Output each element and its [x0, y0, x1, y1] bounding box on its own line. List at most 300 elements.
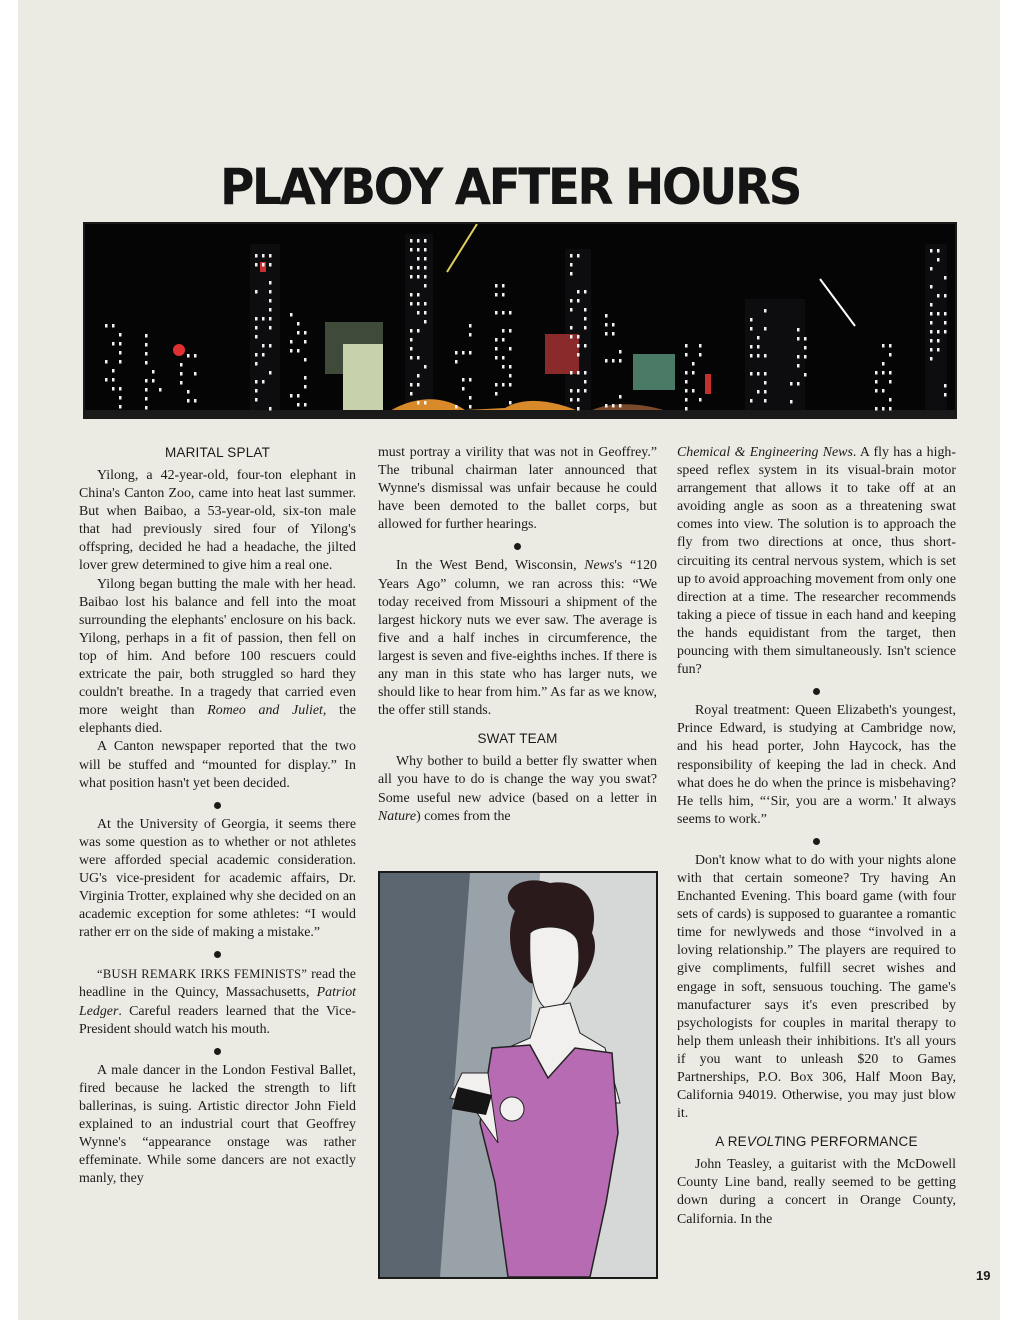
window-light — [180, 381, 183, 385]
window-light — [194, 399, 197, 403]
window-light — [797, 355, 800, 359]
bullet-separator — [214, 802, 221, 809]
window-light — [159, 388, 162, 392]
window-light — [577, 335, 580, 339]
italic-text: Nature — [378, 808, 417, 824]
window-light — [790, 382, 793, 386]
window-light — [804, 346, 807, 350]
window-light — [424, 239, 427, 243]
window-light — [417, 275, 420, 279]
window-light — [417, 356, 420, 360]
window-light — [930, 321, 933, 325]
window-light — [424, 284, 427, 288]
window-light — [692, 362, 695, 366]
window-light — [889, 344, 892, 348]
window-light — [502, 311, 505, 315]
window-light — [290, 349, 293, 353]
window-light — [764, 390, 767, 394]
window-light — [612, 359, 615, 363]
window-light — [112, 369, 115, 373]
window-light — [757, 390, 760, 394]
window-light — [255, 398, 258, 402]
window-light — [502, 383, 505, 387]
window-light — [570, 263, 573, 267]
paragraph: A Canton newspaper reported that the two will be stuffed and “mounted for display.” In what position hasn't yet been decided. — [79, 739, 356, 791]
window-light — [455, 360, 458, 364]
heading-text: ING PERFORMANCE — [781, 1134, 918, 1150]
bullet-separator — [214, 1048, 221, 1055]
window-light — [262, 344, 265, 348]
window-light — [112, 378, 115, 382]
window-light — [937, 294, 940, 298]
bullet-separator — [214, 951, 221, 958]
paragraph: John Teasley, a guitarist with the McDowell County Line band, really seemed to be getting down during a concert in Orange County, California. In the — [677, 1157, 956, 1227]
window-light — [764, 309, 767, 313]
window-light — [269, 290, 272, 294]
window-light — [255, 335, 258, 339]
window-light — [410, 266, 413, 270]
page-number: 19 — [976, 1268, 991, 1283]
window-light — [410, 383, 413, 387]
window-light — [119, 360, 122, 364]
window-light — [502, 356, 505, 360]
window-light — [930, 285, 933, 289]
window-light — [495, 311, 498, 315]
heading-marital-splat: MARITAL SPLAT — [164, 445, 271, 460]
window-light — [612, 404, 615, 408]
window-light — [119, 342, 122, 346]
window-light — [112, 387, 115, 391]
heading-swat-team: SWAT TEAM — [477, 731, 558, 747]
window-light — [757, 336, 760, 340]
window-light — [930, 357, 933, 361]
window-light — [290, 394, 293, 398]
window-light — [145, 352, 148, 356]
window-light — [509, 347, 512, 351]
window-light — [119, 351, 122, 355]
paragraph: Yilong, a 42-year-old, four-ton elephant in China's Canton Zoo, came into heat last summer. But when Baibao, a 53-year-old, six-ton male that had previously sired four of Yilong's offspring, decided he had a headache, the jilted lover grew determined to give him a real one. — [79, 468, 356, 574]
window-light — [424, 248, 427, 252]
text: Yilong began butting the male with her head. Baibao lost his balance and fell into the moat surrounding the elephants' enclosure on his back. Yilong, perhaps in a fit of passion, then fell on top of him. And before 100 rescuers could extricate the pair, both struggled so hard they couldn't breathe. In a tragedy that carried even more weight than — [79, 576, 356, 719]
window-light — [944, 294, 947, 298]
window-light — [455, 405, 458, 409]
paragraph: At the University of Georgia, it seems there was some question as to whether or not athletes were afforded special academic consideration. UG's vice-president for academic affairs, Dr. Virginia Trotter, explained why she decided on an academic exception for some athletes: “I would rather err on the side of making a mistake.” — [79, 816, 356, 941]
window-light — [410, 338, 413, 342]
window-light — [417, 293, 420, 297]
window-light — [297, 322, 300, 326]
heading-text: A RE — [715, 1134, 747, 1150]
column-3 — [677, 444, 956, 1229]
window-light — [455, 351, 458, 355]
window-light — [119, 333, 122, 337]
window-light — [764, 399, 767, 403]
window-light — [875, 371, 878, 375]
window-light — [882, 362, 885, 366]
window-light — [699, 344, 702, 348]
window-light — [424, 365, 427, 369]
window-light — [297, 403, 300, 407]
bullet-separator — [813, 688, 820, 695]
window-light — [469, 351, 472, 355]
heading-a-revolting-performance — [677, 1133, 956, 1151]
window-light — [410, 356, 413, 360]
window-light — [944, 393, 947, 397]
window-light — [495, 293, 498, 297]
window-light — [152, 379, 155, 383]
window-light — [804, 355, 807, 359]
window-light — [757, 345, 760, 349]
window-light — [304, 376, 307, 380]
window-light — [584, 326, 587, 330]
text: Why bother to build a better fly swatter when all you have to do is change the way you swat? Some useful new advice (based on a letter in — [378, 754, 657, 806]
window-light — [410, 347, 413, 351]
window-light — [930, 249, 933, 253]
window-light — [882, 371, 885, 375]
window-light — [889, 398, 892, 402]
window-light — [577, 371, 580, 375]
window-light — [105, 324, 108, 328]
window-light — [889, 407, 892, 411]
window-light — [577, 254, 580, 258]
window-light — [187, 390, 190, 394]
window-light — [930, 303, 933, 307]
window-light — [584, 389, 587, 393]
window-light — [930, 330, 933, 334]
window-light — [424, 320, 427, 324]
window-light — [410, 293, 413, 297]
window-light — [937, 258, 940, 262]
window-light — [269, 317, 272, 321]
window-light — [577, 398, 580, 402]
window-light — [417, 302, 420, 306]
paragraph — [378, 557, 657, 720]
text: 's “120 Years Ago” column, we ran across this: “We today received from Missouri a shipment of the largest hickory nuts we ever saw. The average is five and a half inches in circumference, the largest is seven and five-eighths inches. If there is any man in this state who has larger nuts, we should like to hear from him.” As far as we know, the offer still stands. — [378, 558, 657, 719]
paragraph: must portray a virility that was not in Geoffrey.” The tribunal chairman later announced that Wynne's dismissal was unfair because he could have been demoted to the ballet corps, but allowed for further hearings. — [378, 445, 657, 533]
window-light — [790, 400, 793, 404]
window-light — [699, 398, 702, 402]
window-light — [262, 353, 265, 357]
window-light — [417, 266, 420, 270]
text: . A fly has a high-speed reflex system in its visual-brain motor arrangement that allows it to take off at an avoiding angle as soon as a threatening swat comes into view. The solution is to approach the fly from two directions at once, thus short-circuiting its central nervous system, which is set up to avoid approaching movement from only one direction at a time. The researcher recommends taking a piece of tissue in each hand and keeping the hands equidistant from the target, then pouncing with them simultaneously. Isn't science fun? — [677, 445, 956, 678]
paragraph — [79, 965, 356, 1038]
window-light — [417, 374, 420, 378]
window-light — [410, 329, 413, 333]
window-light — [469, 405, 472, 409]
window-light — [685, 380, 688, 384]
window-light — [509, 401, 512, 405]
window-light — [570, 254, 573, 258]
window-light — [262, 380, 265, 384]
window-light — [410, 239, 413, 243]
window-light — [882, 344, 885, 348]
window-light — [509, 365, 512, 369]
window-light — [619, 395, 622, 399]
window-light — [757, 354, 760, 358]
window-light — [750, 345, 753, 349]
window-light — [937, 312, 940, 316]
window-light — [417, 248, 420, 252]
window-light — [619, 404, 622, 408]
window-light — [584, 380, 587, 384]
window-light — [570, 308, 573, 312]
window-light — [424, 275, 427, 279]
window-light — [605, 332, 608, 336]
window-light — [764, 381, 767, 385]
window-light — [469, 324, 472, 328]
window-light — [692, 371, 695, 375]
window-light — [509, 311, 512, 315]
window-light — [944, 321, 947, 325]
window-light — [194, 354, 197, 358]
window-light — [145, 361, 148, 365]
window-light — [304, 385, 307, 389]
window-light — [290, 340, 293, 344]
window-light — [119, 396, 122, 400]
window-light — [145, 397, 148, 401]
bullet-separator — [813, 838, 820, 845]
window-light — [424, 401, 427, 405]
paragraph — [79, 576, 356, 739]
window-light — [937, 330, 940, 334]
window-light — [804, 373, 807, 377]
window-light — [502, 365, 505, 369]
window-light — [584, 290, 587, 294]
window-light — [930, 267, 933, 271]
window-light — [502, 293, 505, 297]
window-light — [570, 371, 573, 375]
window-light — [577, 299, 580, 303]
text: ) comes from the — [416, 808, 511, 824]
window-light — [570, 335, 573, 339]
paragraph — [378, 753, 657, 825]
window-light — [605, 404, 608, 408]
window-light — [105, 378, 108, 382]
window-light — [577, 290, 580, 294]
window-light — [937, 339, 940, 343]
window-light — [269, 254, 272, 258]
window-light — [757, 372, 760, 376]
window-light — [685, 371, 688, 375]
window-light — [297, 394, 300, 398]
window-light — [255, 380, 258, 384]
window-light — [577, 407, 580, 411]
window-light — [145, 343, 148, 347]
window-light — [584, 344, 587, 348]
window-light — [495, 338, 498, 342]
headline-quote: “BUSH REMARK IRKS FEMINISTS” — [97, 967, 308, 982]
text: . Careful readers learned that the Vice-President should watch his mouth. — [79, 1003, 356, 1037]
window-light — [797, 364, 800, 368]
window-light — [462, 351, 465, 355]
paragraph: Royal treatment: Queen Elizabeth's youngest, Prince Edward, is studying at Cambridge now, and his head porter, John Haycock, has the responsibility of keeping the lad in check. And what does he do when the prince is misbehaving? He tells him, “‘Sir, you are a worm.' It always seems to work.” — [677, 703, 956, 827]
window-light — [424, 302, 427, 306]
window-light — [469, 378, 472, 382]
window-light — [764, 372, 767, 376]
window-light — [930, 312, 933, 316]
window-light — [692, 389, 695, 393]
window-light — [112, 342, 115, 346]
window-light — [262, 254, 265, 258]
window-light — [255, 254, 258, 258]
column-1 — [79, 444, 356, 1188]
window-light — [262, 263, 265, 267]
window-light — [462, 378, 465, 382]
window-light — [570, 326, 573, 330]
window-light — [255, 353, 258, 357]
city-skyline-illustration — [83, 222, 957, 419]
window-light — [804, 337, 807, 341]
window-light — [797, 328, 800, 332]
window-light — [255, 263, 258, 267]
woman-figure-illustration — [378, 871, 658, 1279]
window-light — [605, 314, 608, 318]
window-light — [304, 340, 307, 344]
window-light — [930, 348, 933, 352]
window-light — [269, 407, 272, 411]
window-light — [570, 299, 573, 303]
window-light — [495, 347, 498, 351]
window-light — [187, 354, 190, 358]
window-light — [495, 383, 498, 387]
window-light — [944, 312, 947, 316]
window-light — [750, 327, 753, 331]
window-light — [750, 354, 753, 358]
window-light — [262, 317, 265, 321]
window-light — [424, 257, 427, 261]
window-light — [502, 329, 505, 333]
window-light — [187, 399, 190, 403]
window-light — [509, 329, 512, 333]
window-light — [685, 407, 688, 411]
window-light — [750, 372, 753, 376]
window-light — [875, 407, 878, 411]
window-light — [269, 371, 272, 375]
window-light — [255, 362, 258, 366]
window-light — [889, 371, 892, 375]
window-light — [685, 344, 688, 348]
window-light — [584, 308, 587, 312]
window-light — [112, 324, 115, 328]
window-light — [417, 239, 420, 243]
window-light — [764, 327, 767, 331]
window-light — [145, 334, 148, 338]
window-light — [764, 354, 767, 358]
text: read the headline in the Quincy, Massachusetts, — [79, 967, 356, 1001]
heading-italic-text: VOLT — [746, 1134, 782, 1150]
window-light — [304, 403, 307, 407]
window-light — [297, 349, 300, 353]
window-light — [619, 359, 622, 363]
window-light — [105, 360, 108, 364]
window-light — [509, 383, 512, 387]
window-light — [685, 389, 688, 393]
window-light — [145, 406, 148, 410]
window-light — [424, 266, 427, 270]
window-light — [410, 302, 413, 306]
window-light — [889, 380, 892, 384]
window-light — [424, 311, 427, 315]
window-light — [944, 384, 947, 388]
window-light — [119, 405, 122, 409]
window-light — [145, 379, 148, 383]
window-light — [417, 401, 420, 405]
italic-text: Chemical & Engineering News — [677, 445, 853, 460]
paragraph: A male dancer in the London Festival Ballet, fired because he lacked the strength to lift ballerinas, is suing. Artistic director John Field explained to an industrial court that Geoffrey Wynne's “appearance onstage was rather effeminate. While some dancers are not exactly manly, they — [79, 1062, 356, 1187]
window-light — [469, 396, 472, 400]
window-light — [577, 353, 580, 357]
window-light — [417, 257, 420, 261]
window-light — [937, 348, 940, 352]
window-light — [417, 383, 420, 387]
bullet-separator — [514, 543, 521, 550]
window-light — [797, 337, 800, 341]
text: , the elephants died. — [79, 703, 357, 737]
window-light — [685, 353, 688, 357]
window-light — [495, 356, 498, 360]
window-light — [570, 389, 573, 393]
window-light — [577, 389, 580, 393]
window-light — [495, 392, 498, 396]
window-light — [180, 363, 183, 367]
window-light — [930, 339, 933, 343]
window-light — [269, 326, 272, 330]
window-light — [875, 380, 878, 384]
window-light — [495, 284, 498, 288]
window-light — [269, 344, 272, 348]
window-light — [944, 276, 947, 280]
paragraph — [677, 444, 956, 679]
window-light — [255, 389, 258, 393]
window-light — [469, 333, 472, 337]
window-light — [417, 329, 420, 333]
window-light — [145, 388, 148, 392]
window-light — [304, 358, 307, 362]
window-light — [584, 371, 587, 375]
window-light — [937, 249, 940, 253]
text: In the West Bend, Wisconsin, — [396, 558, 585, 574]
window-light — [605, 359, 608, 363]
window-light — [875, 389, 878, 393]
window-light — [889, 353, 892, 357]
window-light — [612, 332, 615, 336]
window-light — [570, 272, 573, 276]
window-light — [269, 281, 272, 285]
window-light — [570, 398, 573, 402]
window-light — [750, 318, 753, 322]
window-light — [180, 372, 183, 376]
window-light — [269, 308, 272, 312]
window-light — [584, 317, 587, 321]
window-light — [304, 331, 307, 335]
window-light — [269, 263, 272, 267]
window-light — [685, 398, 688, 402]
window-light — [417, 311, 420, 315]
italic-text: News — [584, 558, 615, 574]
page-title: PLAYBOY AFTER HOURS — [219, 158, 800, 217]
italic-text: Romeo and Juliet — [207, 703, 323, 719]
window-light — [152, 370, 155, 374]
window-light — [269, 299, 272, 303]
window-light — [882, 389, 885, 393]
window-light — [297, 331, 300, 335]
column-2 — [378, 444, 657, 826]
window-light — [509, 374, 512, 378]
window-light — [255, 290, 258, 294]
window-light — [750, 399, 753, 403]
paragraph: Don't know what to do with your nights alone with that certain someone? Try having An Enchanted Evening. This board game (with four sets of cards) is supposed to guarantee a romantic time for newlyweds and those “involved in a loving relationship.” The players are required to give compliments, fulfill secret wishes and engage in soft, sensuous touching. The game's manufacturer says it's even prescribed by psychologists for couples in marital therapy to help them unleash their inhibitions. It's all yours if you want to unleash $20 to Games Partnerships, P.O. Box 306, Half Moon Bay, California 94019. Otherwise, you may just blow it. — [677, 852, 956, 1122]
window-light — [410, 392, 413, 396]
window-light — [577, 344, 580, 348]
